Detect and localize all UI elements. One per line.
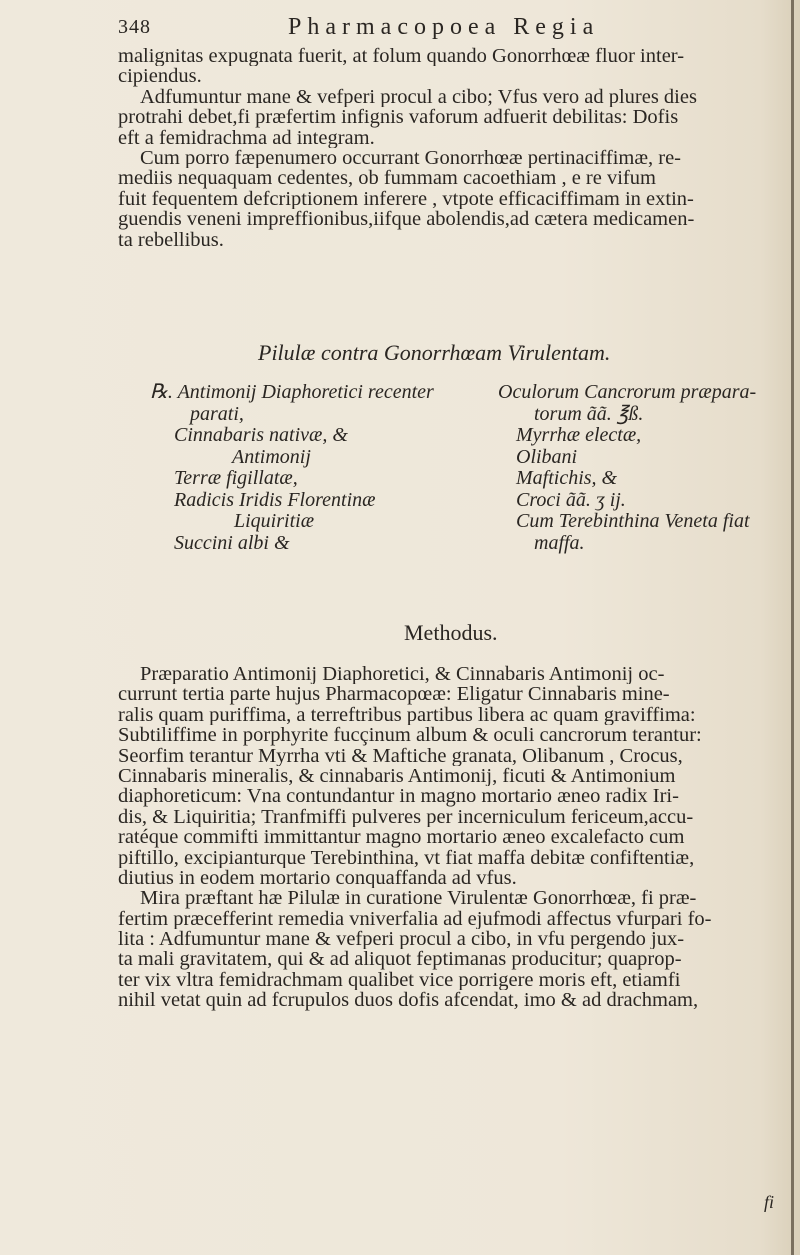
text-line: ralis quam puriffima, a terreftribus partibus libera ac quam graviffima: — [118, 704, 696, 726]
running-header — [118, 14, 778, 44]
text-line: Seorfim terantur Myrrha vti & Maftiche granata, Olibanum , Crocus, — [118, 745, 683, 766]
ingredient-line: Antimonij — [232, 446, 311, 468]
ingredient-line: Cum Terebinthina Veneta fiat — [516, 511, 750, 532]
ingredient-line: parati, — [190, 403, 244, 425]
text-line: Præparatio Antimonij Diaphoretici, & Cinnabaris Antimonij oc- — [140, 664, 665, 685]
text-line: currunt tertia parte hujus Pharmacopœæ: Eligatur Cinnabaris mine- — [118, 684, 670, 705]
text-line: nihil vetat quin ad fcrupulos duos dofis afcendat, imo & ad drachmam, — [118, 990, 699, 1011]
text-line: ta rebellibus. — [118, 229, 224, 250]
catchword: fi — [764, 1192, 775, 1212]
ingredient-line: Myrrhæ electæ, — [516, 425, 642, 446]
text-line: piftillo, excipianturque Terebinthina, vt fiat maffa debitæ confiftentiæ, — [118, 847, 695, 868]
text-line: diaphoreticum: Vna contundantur in magno mortario æneo radix Iri- — [118, 786, 679, 807]
text-line: Adfumuntur mane & vefperi procul a cibo; Vfus vero ad plures dies — [140, 86, 697, 108]
page-edge — [791, 0, 794, 1255]
text-line: guendis veneni impreffionibus,iifque abolendis,ad cætera medicamen- — [118, 209, 695, 230]
ingredient-line: Cinnabaris nativæ, & — [174, 425, 348, 446]
ingredients-right-column — [498, 382, 788, 554]
ingredient-line: Olibani — [516, 446, 578, 468]
text-line: Cinnabaris mineralis, & cinnabaris Antimonij, ficuti & Antimonium — [118, 765, 676, 787]
ingredient-line: Liquiritiæ — [234, 511, 315, 532]
ingredient-line: torum ãã. ℥ß. — [534, 403, 644, 425]
ingredient-line: Croci ãã. ʒ ij. — [516, 489, 626, 511]
text-line: mediis nequaquam cedentes, ob fummam cacoethiam , e re vifum — [118, 168, 656, 189]
paragraph-intro — [118, 46, 786, 250]
ingredients-left-column — [150, 382, 450, 554]
ingredient-line: Succini albi & — [174, 532, 290, 554]
text-line: Subtiliffime in porphyrite fucçinum album & oculi cancrorum terantur: — [118, 725, 702, 746]
ingredient-line: ℞. Antimonij Diaphoretici recenter — [150, 382, 434, 403]
text-line: ter vix vltra femidrachmam qualibet vice porrigere moris eft, etiamfi — [118, 969, 681, 991]
ingredient-line: maffa. — [534, 532, 585, 554]
text-line: malignitas expugnata fuerit, at folum quando Gonorrhœæ fluor inter- — [118, 46, 685, 67]
text-line: fuit fequentem defcriptionem inferere , vtpote efficaciffimam in extin- — [118, 188, 694, 210]
ingredient-line: Radicis Iridis Florentinæ — [174, 489, 376, 511]
paragraph-methodus — [118, 664, 786, 1011]
ingredient-line: Oculorum Cancrorum præpara- — [498, 382, 757, 403]
text-line: lita : Adfumuntur mane & vefperi procul a cibo, in vfu pergendo jux- — [118, 929, 685, 950]
text-line: eft a femidrachma ad integram. — [118, 127, 375, 148]
text-line: ta mali gravitatem, qui & ad aliquot feptimanas producitur; quaprop- — [118, 949, 682, 970]
text-line: fertim præcefferint remedia vniverfalia ad ejufmodi affectus vfurpari fo- — [118, 908, 712, 930]
text-line: cipiendus. — [118, 66, 202, 87]
methodus-heading: Methodus. — [404, 620, 498, 645]
recipe-title: Pilulæ contra Gonorrhœam Virulentam. — [258, 340, 611, 365]
page-number: 348 — [118, 16, 151, 38]
running-title: Pharmacopoea Regia — [288, 14, 600, 40]
ingredient-line: Maftichis, & — [516, 468, 618, 489]
ingredient-line: Terræ figillatæ, — [174, 468, 298, 489]
text-line: Mira præftant hæ Pilulæ in curatione Virulentæ Gonorrhœæ, fi præ- — [140, 888, 697, 909]
text-line: Cum porro fæpenumero occurrant Gonorrhœæ pertinaciffimæ, re- — [140, 147, 682, 169]
text-line: dis, & Liquiritia; Tranfmiffi pulveres per incerniculum fericeum,accu- — [118, 806, 694, 828]
text-line: protrahi debet,fi præfertim infignis vaforum adfuerit debilitas: Dofis — [118, 107, 679, 128]
text-line: ratéque commifti immittantur magno mortario æneo excalefacto cum — [118, 827, 685, 848]
text-line: diutius in eodem mortario conquaffanda ad vfus. — [118, 867, 517, 889]
